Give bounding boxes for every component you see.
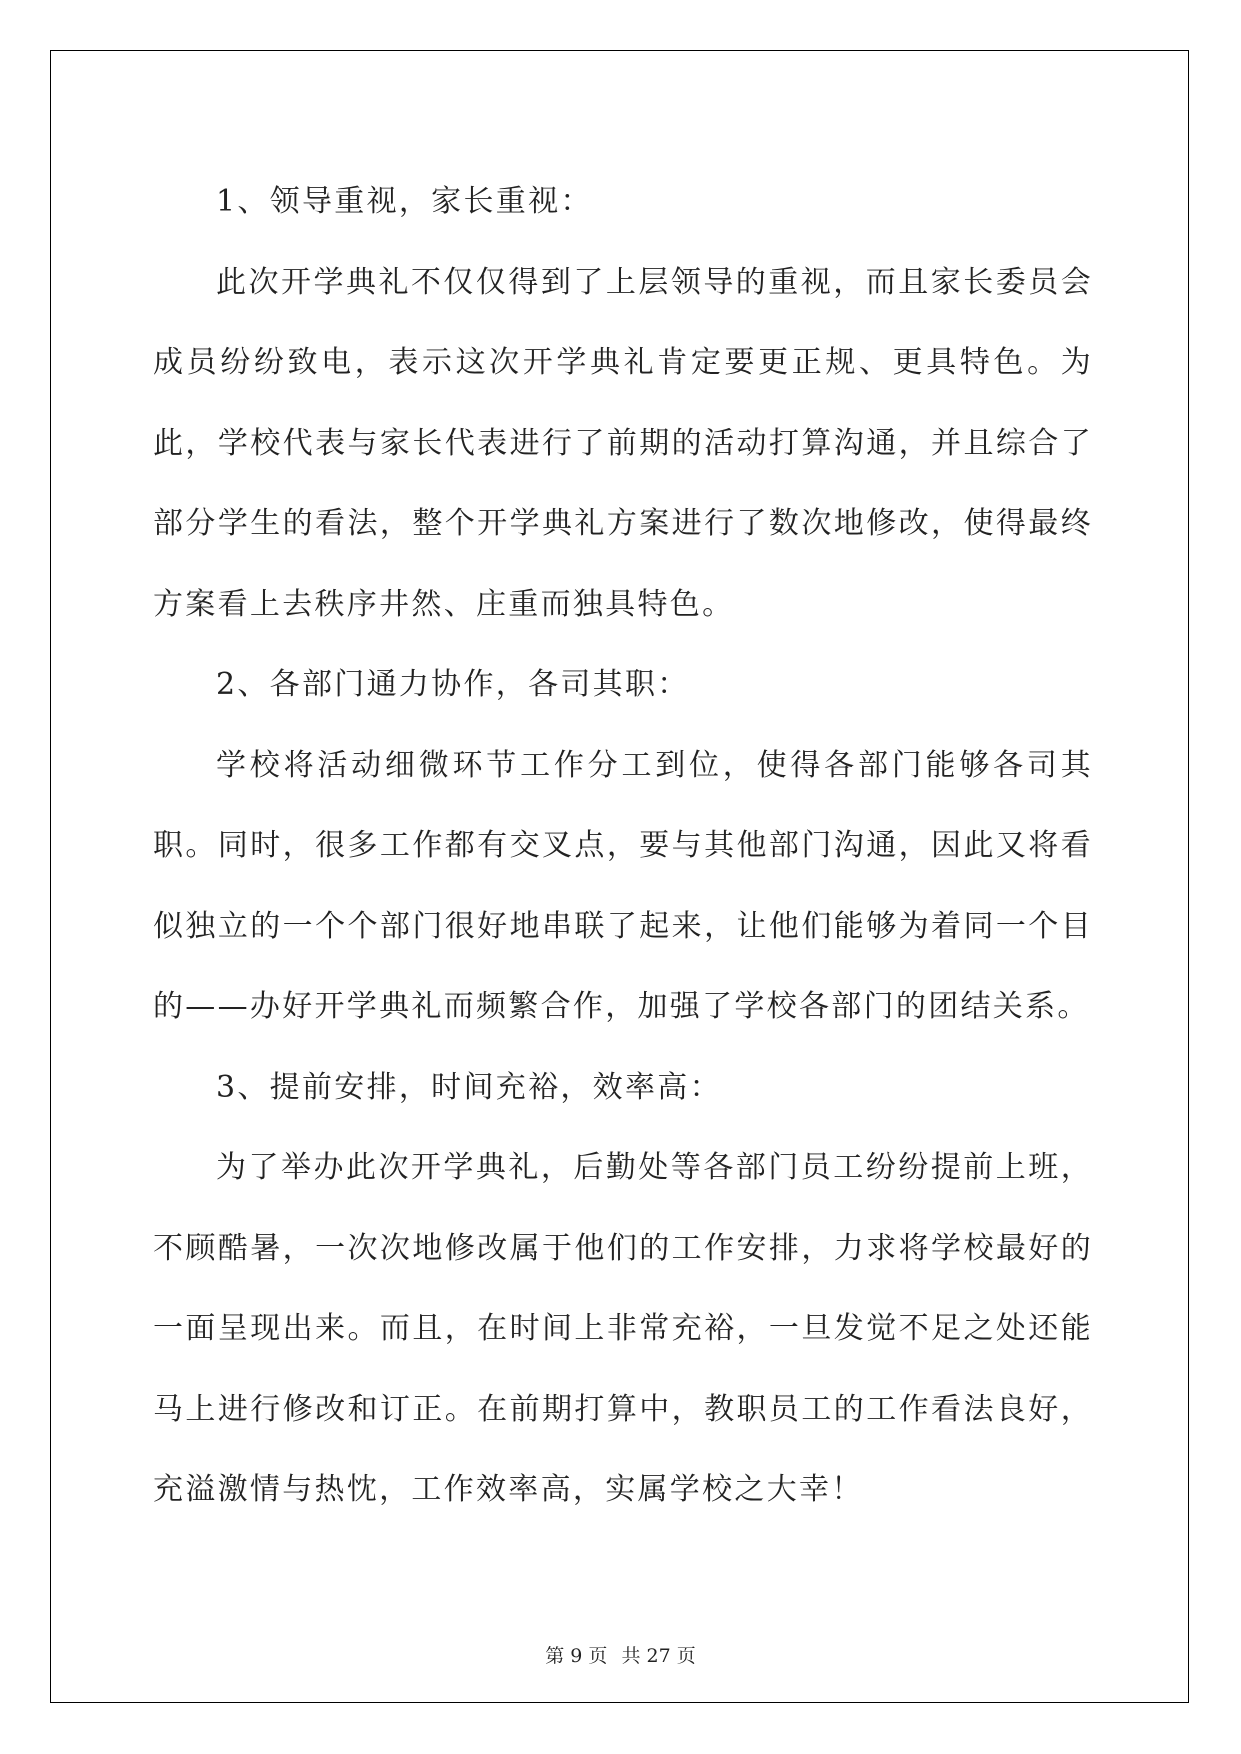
section-heading-3: 3、提前安排，时间充裕，效率高：: [216, 1069, 722, 1105]
section-heading-2: 2、各部门通力协作，各司其职：: [216, 667, 690, 702]
paragraph-2: 学校将活动细微环节工作分工到位，使得各部门能够各司其职。同时，很多工作都有交叉点，要与其他部门沟通，因此又将看似独立的一个个部门很好地串联了起来，让他们能够为着同一个目的——办好开学典礼而频繁合作，加强了学校各部门的团结关系。: [153, 747, 1093, 1024]
page-number: 第 9 页: [545, 1645, 608, 1667]
paragraph-1: 此次开学典礼不仅仅得到了上层领导的重视，而且家长委员会成员纷纷致电，表示这次开学典礼肯定要更正规、更具特色。为此，学校代表与家长代表进行了前期的活动打算沟通，并且综合了部分学生的看法，整个开学典礼方案进行了数次地修改，使得最终方案看上去秩序井然、庄重而独具特色。: [153, 264, 1093, 622]
page-footer: [0, 1641, 1241, 1668]
page-total: 共 27 页: [621, 1645, 696, 1667]
paragraph-3: 为了举办此次开学典礼，后勤处等各部门员工纷纷提前上班，不顾酷暑，一次次地修改属于他们的工作安排，力求将学校最好的一面呈现出来。而且，在时间上非常充裕，一旦发觉不足之处还能马上进行修改和订正。在前期打算中，教职员工的工作看法良好，充溢激情与热忱，工作效率高，实属学校之大幸！: [153, 1150, 1093, 1507]
section-heading-1: 1、领导重视，家长重视：: [216, 184, 593, 219]
document-body: [153, 162, 1093, 1531]
